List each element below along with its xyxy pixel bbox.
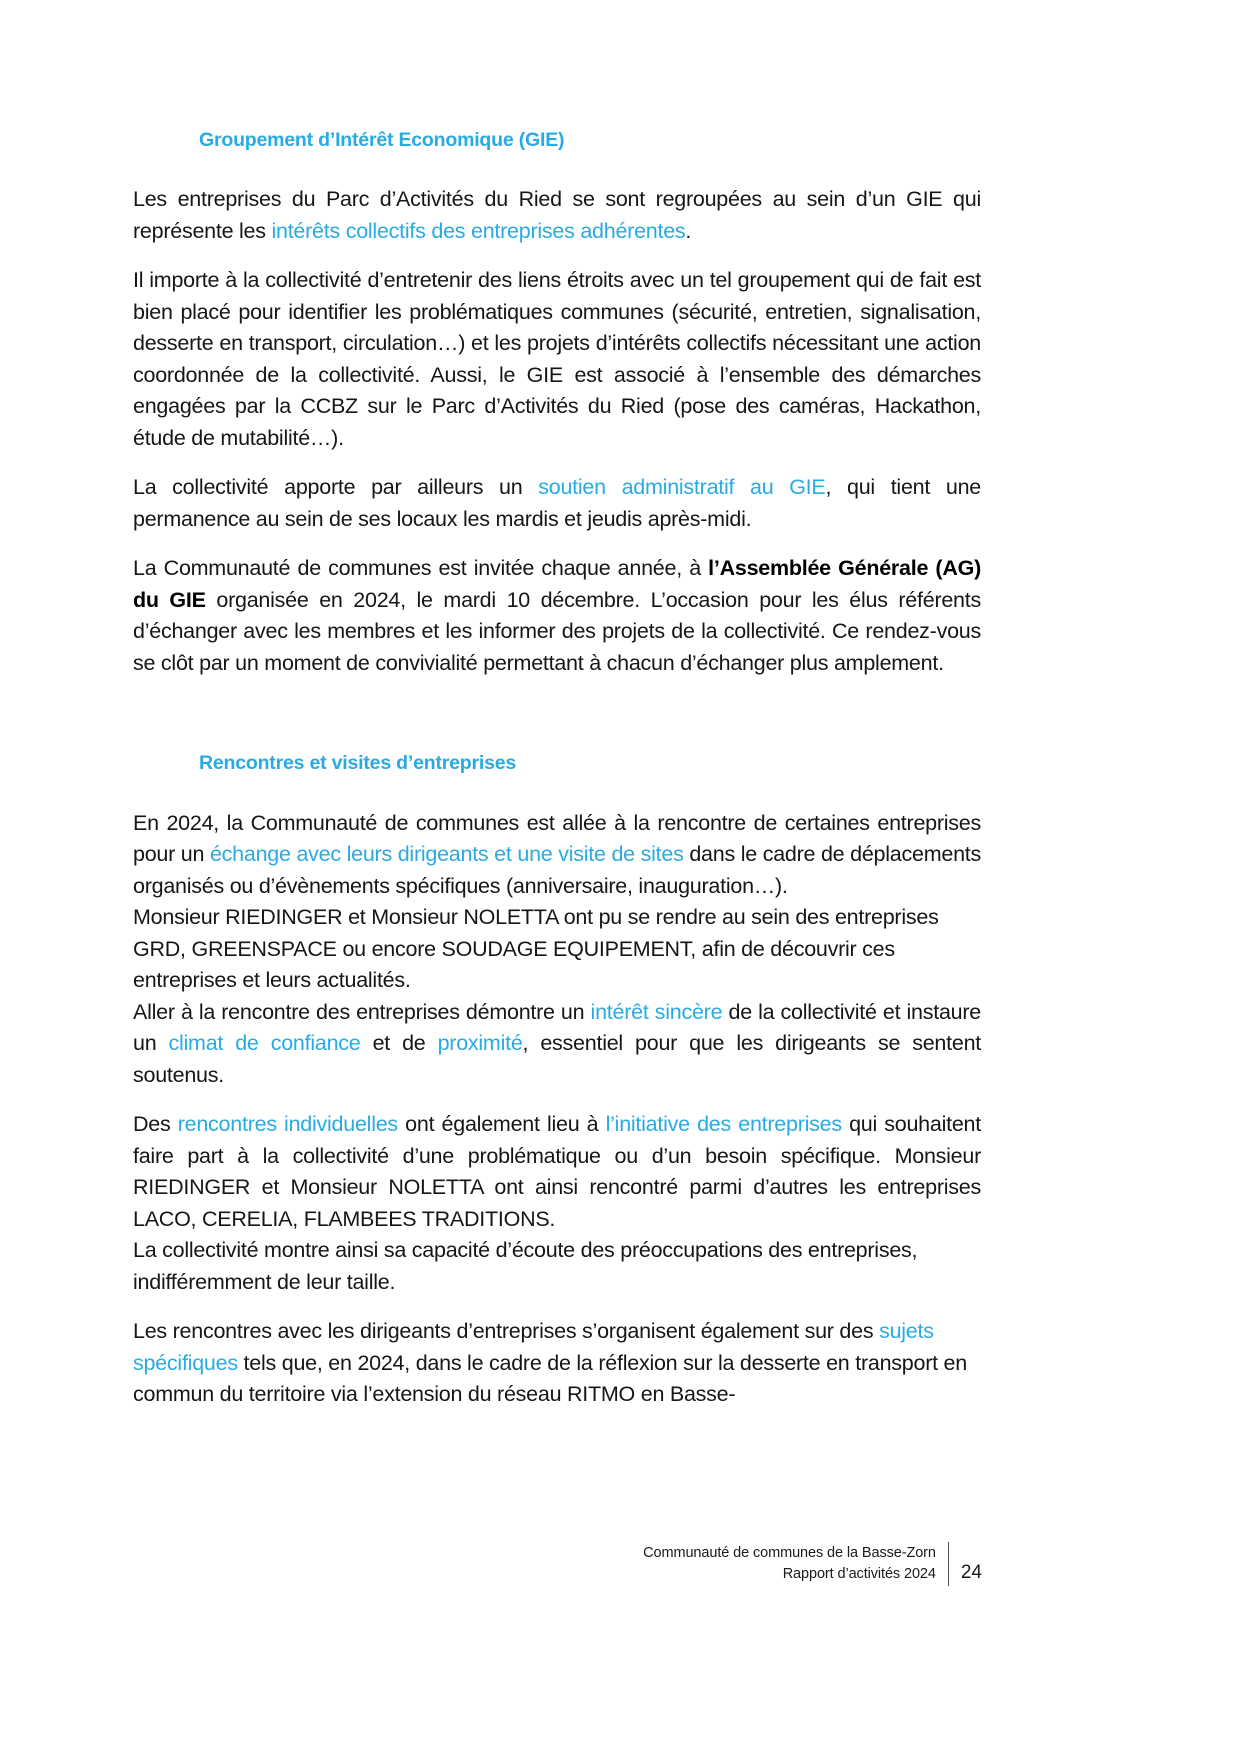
spacer: [133, 679, 981, 751]
body-text: Des: [133, 1112, 178, 1137]
paragraph-rencontres-individuelles: [133, 1109, 981, 1235]
body-text: organisée en 2024, le mardi 10 décembre. L’occasion pour les élus référents d’échanger avec les membres et les informer des projets de la collectivité. Ce rendez-vous se clôt par un moment de convivialité permettant à chacun d’échanger plus amplement.: [133, 587, 981, 675]
footer-divider: [948, 1542, 949, 1586]
highlighted-text: l’initiative des entreprises: [605, 1112, 842, 1137]
highlighted-text: proximité: [437, 1031, 523, 1056]
body-text: Il importe à la collectivité d’entretenir des liens étroits avec un tel groupement qui de fait est bien placé pour identifier les problématiques communes (sécurité, entretien, signalisation, desserte en transport, circulation…) et les projets d’intérêts collectifs nécessitant une action coordonnée de la collectivité. Aussi, le GIE est associé à l’ensemble des démarches engagées par la CCBZ sur le Parc d’Activités du Ried (pose des caméras, Hackathon, étude de mutabilité…).: [133, 268, 981, 450]
bold-text: l’Assemblée Générale (AG) du GIE: [133, 556, 981, 612]
paragraph-rencontres-visites: [133, 902, 981, 997]
page-content: [133, 128, 981, 1411]
spacer: [133, 535, 981, 553]
paragraph-gie-ag: [133, 553, 981, 679]
body-text: Monsieur RIEDINGER et Monsieur NOLETTA ont pu se rendre au sein des entreprises GRD, GREENSPACE ou encore SOUDAGE EQUIPEMENT, afin de découvrir ces entreprises et leurs actualités.: [133, 905, 939, 993]
body-text: et de: [360, 1031, 438, 1056]
footer-line-1: Communauté de communes de la Basse-Zorn: [643, 1545, 936, 1561]
section-heading-rencontres: Rencontres et visites d’entreprises: [199, 752, 517, 775]
highlighted-text: soutien administratif au GIE: [538, 475, 826, 500]
body-text: , essentiel pour que les dirigeants se sentent soutenus.: [133, 1031, 981, 1087]
highlighted-text: sujets spécifiques: [133, 1319, 934, 1375]
body-text: qui souhaitent faire part à la collectivité d’une problématique ou d’un besoin spécifique. Monsieur RIEDINGER et Monsieur NOLETTA ont ainsi rencontré parmi d’autres les entreprises LACO, CERELIA, FLAMBEES TRADITIONS.: [133, 1112, 981, 1231]
body-text: La collectivité apporte par ailleurs un: [133, 475, 539, 500]
spacer: [133, 1298, 981, 1316]
paragraph-rencontres-ecoute: [133, 1235, 981, 1298]
body-text: Les entreprises du Parc d’Activités du Ried se sont regroupées au sein d’un GIE qui représente les: [133, 187, 981, 243]
paragraph-rencontres-sujets: [133, 1316, 981, 1411]
paragraph-rencontres-interet: [133, 997, 981, 1092]
body-text: En 2024, la Communauté de communes est allée à la rencontre de certaines entreprises pour un: [133, 810, 981, 867]
highlighted-text: rencontres individuelles: [177, 1112, 398, 1137]
body-text: .: [685, 218, 692, 243]
spacer: [133, 1091, 981, 1109]
paragraph-gie-intro: [133, 184, 981, 247]
footer-line-2: Rapport d’activités 2024: [782, 1566, 936, 1582]
body-text: dans le cadre de déplacements organisés ou d’évènements spécifiques (anniversaire, inauguration…).: [133, 842, 981, 898]
highlighted-text: climat de confiance: [168, 1031, 361, 1056]
highlighted-text: intérêts collectifs des entreprises adhérentes: [271, 218, 686, 243]
body-text: La Communauté de communes est invitée chaque année, à: [133, 556, 709, 581]
body-text: Aller à la rencontre des entreprises démontre un: [133, 999, 591, 1024]
paragraph-gie-soutien: [133, 472, 981, 535]
spacer: [133, 454, 981, 472]
highlighted-text: échange avec leurs dirigeants et une visite de sites: [209, 842, 684, 867]
body-text: La collectivité montre ainsi sa capacité d’écoute des préoccupations des entreprises, indifféremment de leur taille.: [133, 1238, 918, 1294]
section-heading-gie: Groupement d’Intérêt Economique (GIE): [199, 129, 565, 151]
spacer: [133, 777, 981, 808]
body-text: tels que, en 2024, dans le cadre de la réflexion sur la desserte en transport en commun du territoire via l’extension du réseau RITMO en Basse-: [133, 1350, 967, 1407]
page-number: 24: [960, 1562, 982, 1583]
footer-organisation: [643, 1543, 936, 1585]
paragraph-rencontres-2024: [133, 808, 981, 903]
spacer: [133, 153, 981, 184]
highlighted-text: intérêt sincère: [590, 999, 723, 1024]
paragraph-gie-liens: [133, 265, 981, 454]
body-text: , qui tient une permanence au sein de ses locaux les mardis et jeudis après-midi.: [133, 475, 981, 531]
spacer: [133, 247, 981, 265]
page-footer: [0, 1542, 1240, 1586]
body-text: ont également lieu à: [397, 1112, 606, 1137]
body-text: Les rencontres avec les dirigeants d’entreprises s’organisent également sur des: [133, 1319, 880, 1344]
body-text: de la collectivité et instaure un: [133, 999, 981, 1056]
